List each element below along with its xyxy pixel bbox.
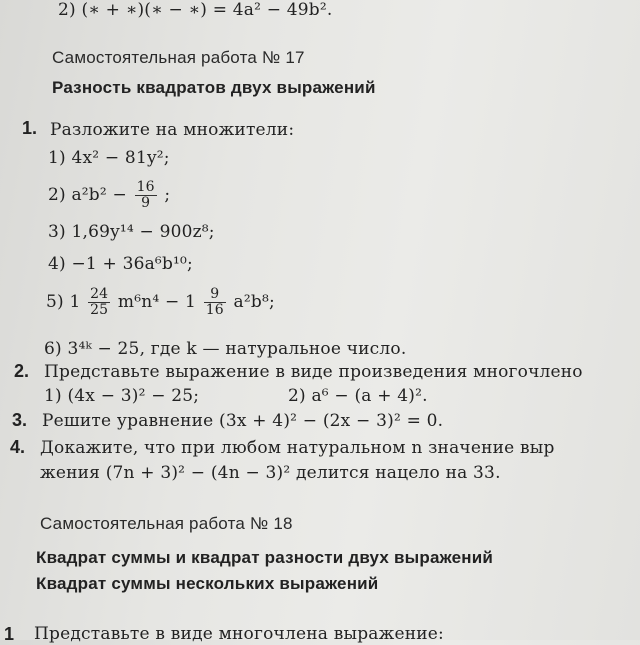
task-2-number: 2. (14, 361, 30, 381)
task-18-1-number: 1 (4, 624, 15, 644)
task-1-item-5-middle: m⁶n⁴ − 1 (117, 292, 197, 312)
task-18-1-text: Представьте в виде многочлена выражение: (34, 624, 444, 644)
section-17-subtitle: Разность квадратов двух выражений (52, 78, 376, 97)
section-18-subtitle-1: Квадрат суммы и квадрат разности двух выражений (36, 548, 494, 567)
previous-task-line: 2) (∗ + ∗)(∗ − ∗) = 4a² − 49b². (58, 0, 333, 20)
task-1-item-5-fraction-2 (204, 287, 226, 318)
fraction-denominator: 25 (90, 302, 109, 318)
task-1-item-3: 3) 1,69y¹⁴ − 900z⁸; (48, 222, 215, 242)
task-1-item-2-tail: ; (164, 185, 171, 205)
fraction-denominator: 16 (205, 302, 224, 318)
task-2-item-2: 2) a⁶ − (a + 4)². (288, 386, 428, 406)
task-1-item-2 (48, 180, 170, 211)
task-3-number: 3. (12, 410, 28, 430)
task-4-number: 4. (10, 437, 26, 457)
section-17-title: Самостоятельная работа № 17 (52, 48, 305, 67)
task-1-item-2-text: 2) a²b² − (48, 185, 127, 205)
fraction-denominator: 9 (141, 195, 151, 211)
task-1-item-4: 4) −1 + 36a⁶b¹⁰; (48, 254, 193, 274)
task-4-line-2: жения (7n + 3)² − (4n − 3)² делится нацело на 33. (40, 463, 501, 483)
task-1-text: Разложите на множители: (50, 120, 295, 140)
task-1-item-1: 1) 4x² − 81y²; (48, 148, 170, 168)
task-1-item-6: 6) 3⁴ᵏ − 25, где k — натуральное число. (44, 339, 407, 359)
task-3-text: Решите уравнение (3x + 4)² − (2x − 3)² = 0. (42, 411, 444, 431)
section-18-title: Самостоятельная работа № 18 (40, 514, 293, 533)
task-1-item-5 (46, 287, 275, 318)
task-1-item-5-fraction-1 (88, 287, 110, 318)
fraction-numerator: 16 (136, 179, 155, 195)
task-1-item-5-tail: a²b⁸; (233, 292, 275, 312)
fraction-numerator: 24 (90, 286, 109, 302)
task-2-item-1: 1) (4x − 3)² − 25; (44, 386, 200, 406)
fraction-numerator: 9 (204, 287, 226, 303)
task-1-item-2-fraction (135, 180, 157, 211)
section-18-subtitle-2: Квадрат суммы нескольких выражений (36, 574, 379, 593)
task-4-line-1: Докажите, что при любом натуральном n значение выр (40, 438, 555, 458)
task-2-text: Представьте выражение в виде произведения многочлено (44, 362, 583, 382)
task-1-item-5-text: 5) 1 (46, 292, 81, 312)
task-1-number: 1. (22, 118, 38, 138)
